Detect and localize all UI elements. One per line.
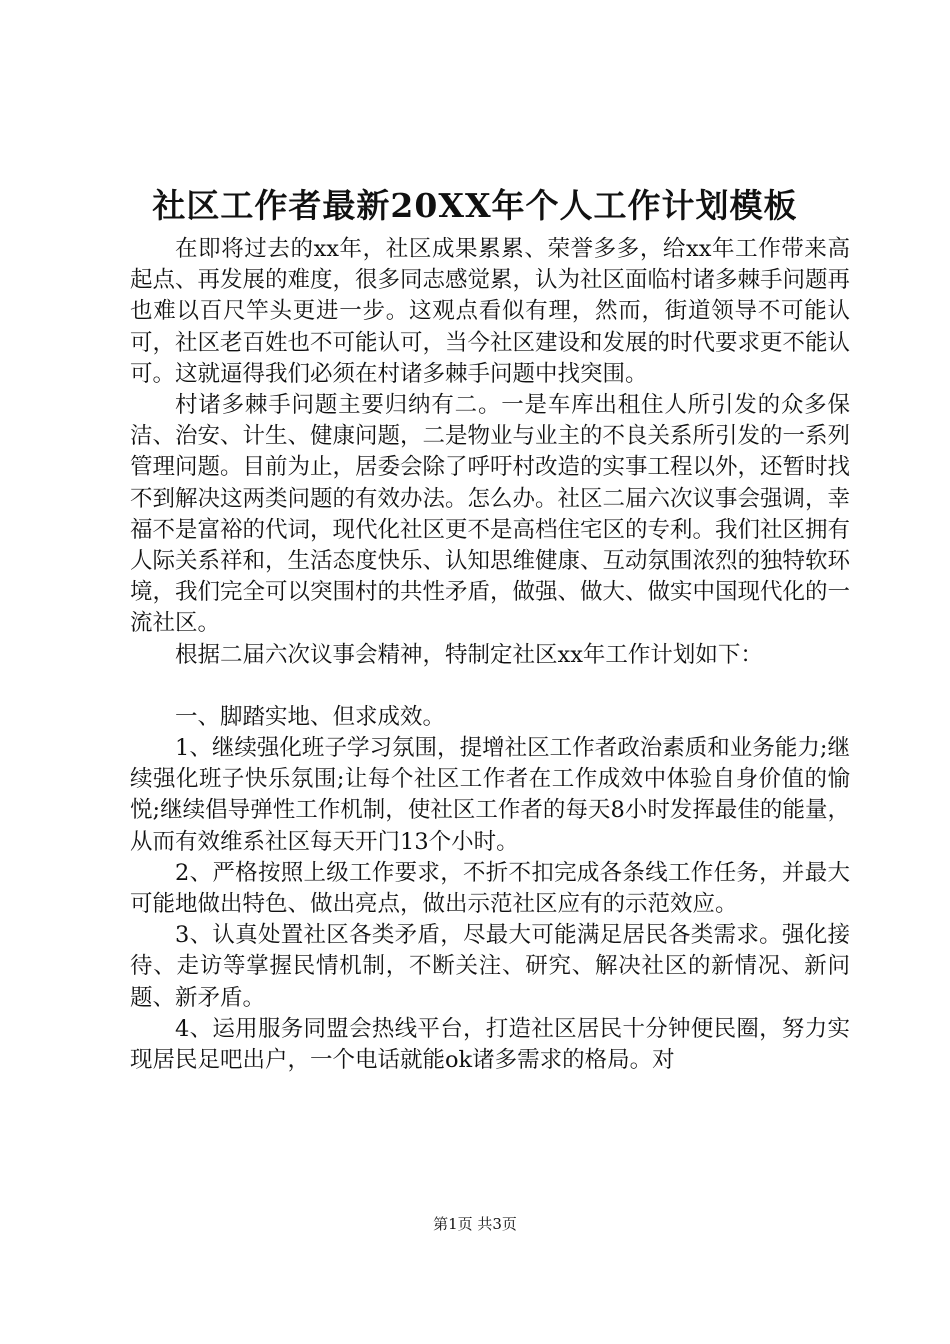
paragraph: 在即将过去的xx年，社区成果累累、荣誉多多，给xx年工作带来高起点、再发展的难度，很多同志感觉累，认为社区面临村诸多棘手问题再也难以百尺竿头更进一步。这观点看似有理，然而，街道领导不可能认可，社区老百姓也不可能认可，当今社区建设和发展的时代要求更不能认可。这就逼得我们必须在村诸多棘手问题中找突围。: [130, 236, 851, 387]
paragraph: 根据二届六次议事会精神，特制定社区xx年工作计划如下：: [175, 641, 763, 668]
paragraph: 4、运用服务同盟会热线平台，打造社区居民十分钟便民圈，努力实现居民足吧出户，一个电话就能ok诸多需求的格局。对: [130, 1015, 850, 1074]
document-body: [130, 234, 850, 1076]
paragraph: 2、严格按照上级工作要求，不折不扣完成各条线工作任务，并最大可能地做出特色、做出亮点，做出示范社区应有的示范效应。: [130, 859, 850, 918]
section-heading: 一、脚踏实地、但求成效。: [175, 703, 446, 730]
paragraph: 村诸多棘手问题主要归纳有二。一是车库出租住人所引发的众多保洁、治安、计生、健康问题，二是物业与业主的不良关系所引发的一系列管理问题。目前为止，居委会除了呼吁村改造的实事工程以外，还暂时找不到解决这两类问题的有效办法。怎么办。社区二届六次议事会强调，幸福不是富裕的代词，现代化社区更不是高档住宅区的专利。我们社区拥有人际关系祥和，生活态度快乐、认知思维健康、互动氛围浓烈的独特软环境，我们完全可以突围村的共性矛盾，做强、做大、做实中国现代化的一流社区。: [130, 392, 851, 637]
page-footer: 第1页 共3页: [433, 1215, 517, 1233]
paragraph: 1、继续强化班子学习氛围，提增社区工作者政治素质和业务能力;继续强化班子快乐氛围;让每个社区工作者在工作成效中体验自身价值的愉悦;继续倡导弹性工作机制，使社区工作者的每天8小时发挥最佳的能量，从而有效维系社区每天开门13个小时。: [130, 735, 850, 855]
paragraph: 3、认真处置社区各类矛盾，尽最大可能满足居民各类需求。强化接待、走访等掌握民情机制，不断关注、研究、解决社区的新情况、新问题、新矛盾。: [130, 922, 850, 1011]
document-title: 社区工作者最新20XX年个人工作计划模板: [152, 186, 798, 225]
